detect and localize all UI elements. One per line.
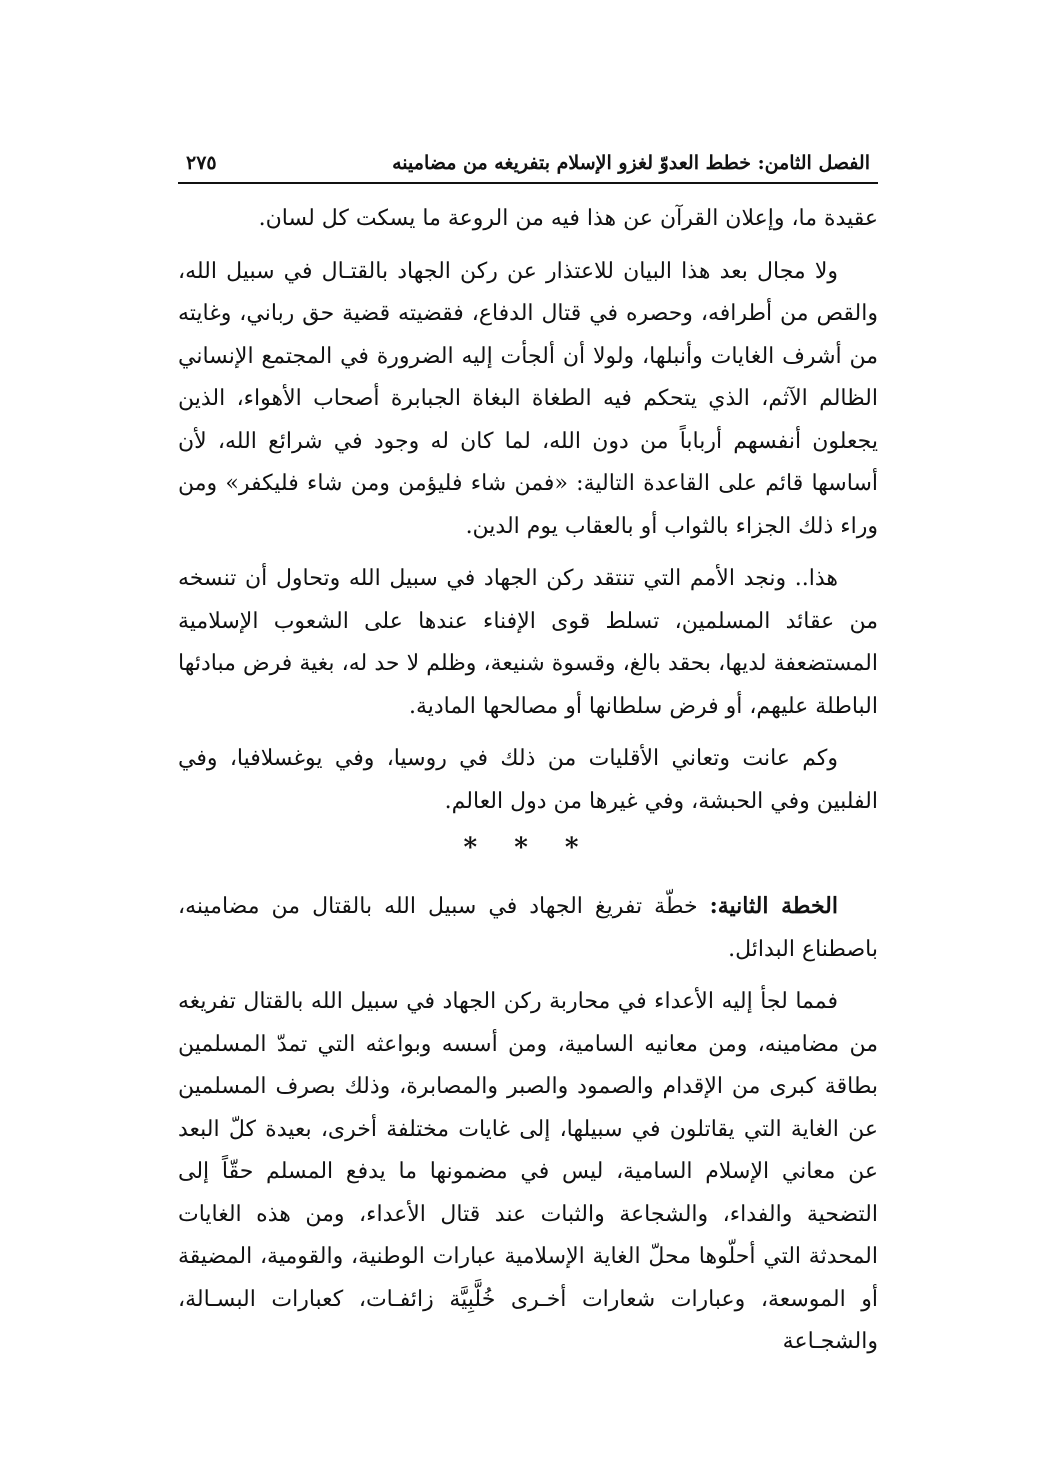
- chapter-title: الفصل الثامن: خطط العدوّ لغزو الإسلام بتفريغه من مضامينه: [392, 152, 870, 174]
- book-page: [178, 148, 878, 1364]
- section-title: خطّة تفريغ الجهاد في سبيل الله بالقتال من مضامينه، باصطناع البدائل.: [178, 894, 878, 962]
- section-label: الخطة الثانية:: [709, 893, 838, 919]
- paragraph-3: هذا.. ونجد الأمم التي تنتقد ركن الجهاد في سبيل الله وتحاول أن تنسخه من عقائد المسلمين، تسلط قوى الإفناء عندها على الشعوب الإسلامية المستضعفة لديها، بحقد بالغ، وقسوة شنيعة، وظلم لا حد له، بغية فرض مبادئها الباطلة عليهم، أو فرض سلطانها أو مصالحها المادية.: [178, 566, 878, 719]
- paragraph-1: عقيدة ما، وإعلان القرآن عن هذا فيه من الروعة ما يسكت كل لسان.: [258, 206, 878, 231]
- section-heading: [178, 885, 878, 971]
- running-header: [178, 148, 878, 182]
- paragraph-4: وكم عانت وتعاني الأقليات من ذلك في روسيا، وفي يوغسلافيا، وفي الفلبين وفي الحبشة، وفي غيرها من دول العالم.: [178, 746, 878, 814]
- page-number: ٢٧٥: [186, 152, 217, 174]
- section-body: فمما لجأ إليه الأعداء في محاربة ركن الجهاد في سبيل الله بالقتال تفريغه من مضامينه، ومن معانيه السامية، ومن أسسه وبواعثه التي تمدّ المسلمين بطاقة كبرى من الإقدام والصمود والصبر والمصابرة، وذلك بصرف المسلمين عن الغاية التي يقاتلون في سبيلها، إلى غايات مختلفة أخرى، بعيدة كلّ البعد عن معاني الإسلام السامية، ليس في مضمونها ما يدفع المسلم حقّاً إلى التضحية والفداء، والشجاعة والثبات عند قتال الأعداء، ومن هذه الغايات المحدثة التي أحلّوها محلّ الغاية الإسلامية عبارات الوطنية، والقومية، المضيقة أو الموسعة، وعبارات شعارات أخـرى خُلَّبِيَّة زائفـات، كعبارات البسـالة، والشجـاعة: [178, 989, 878, 1354]
- paragraph-2: ولا مجال بعد هذا البيان للاعتذار عن ركن الجهاد بالقتـال في سبيل الله، والقص من أطرافه، وحصره في قتال الدفاع، فقضيته قضية حق رباني، وغايته من أشرف الغايات وأنبلها، ولولا أن ألجأت إليه الضرورة في المجتمع الإنساني الظالم الآثم، الذي يتحكم فيه الطغاة البغاة الجبابرة أصحاب الأهواء، الذين يجعلون أنفسهم أرباباً من دون الله، لما كان له وجود في شرائع الله، لأن أساسها قائم على القاعدة التالية: «فمن شاء فليؤمن ومن شاء فليكفر» ومن وراء ذلك الجزاء بالثواب أو بالعقاب يوم الدين.: [178, 258, 878, 539]
- section-separator: * * *: [463, 833, 593, 863]
- header-rule: [178, 182, 878, 184]
